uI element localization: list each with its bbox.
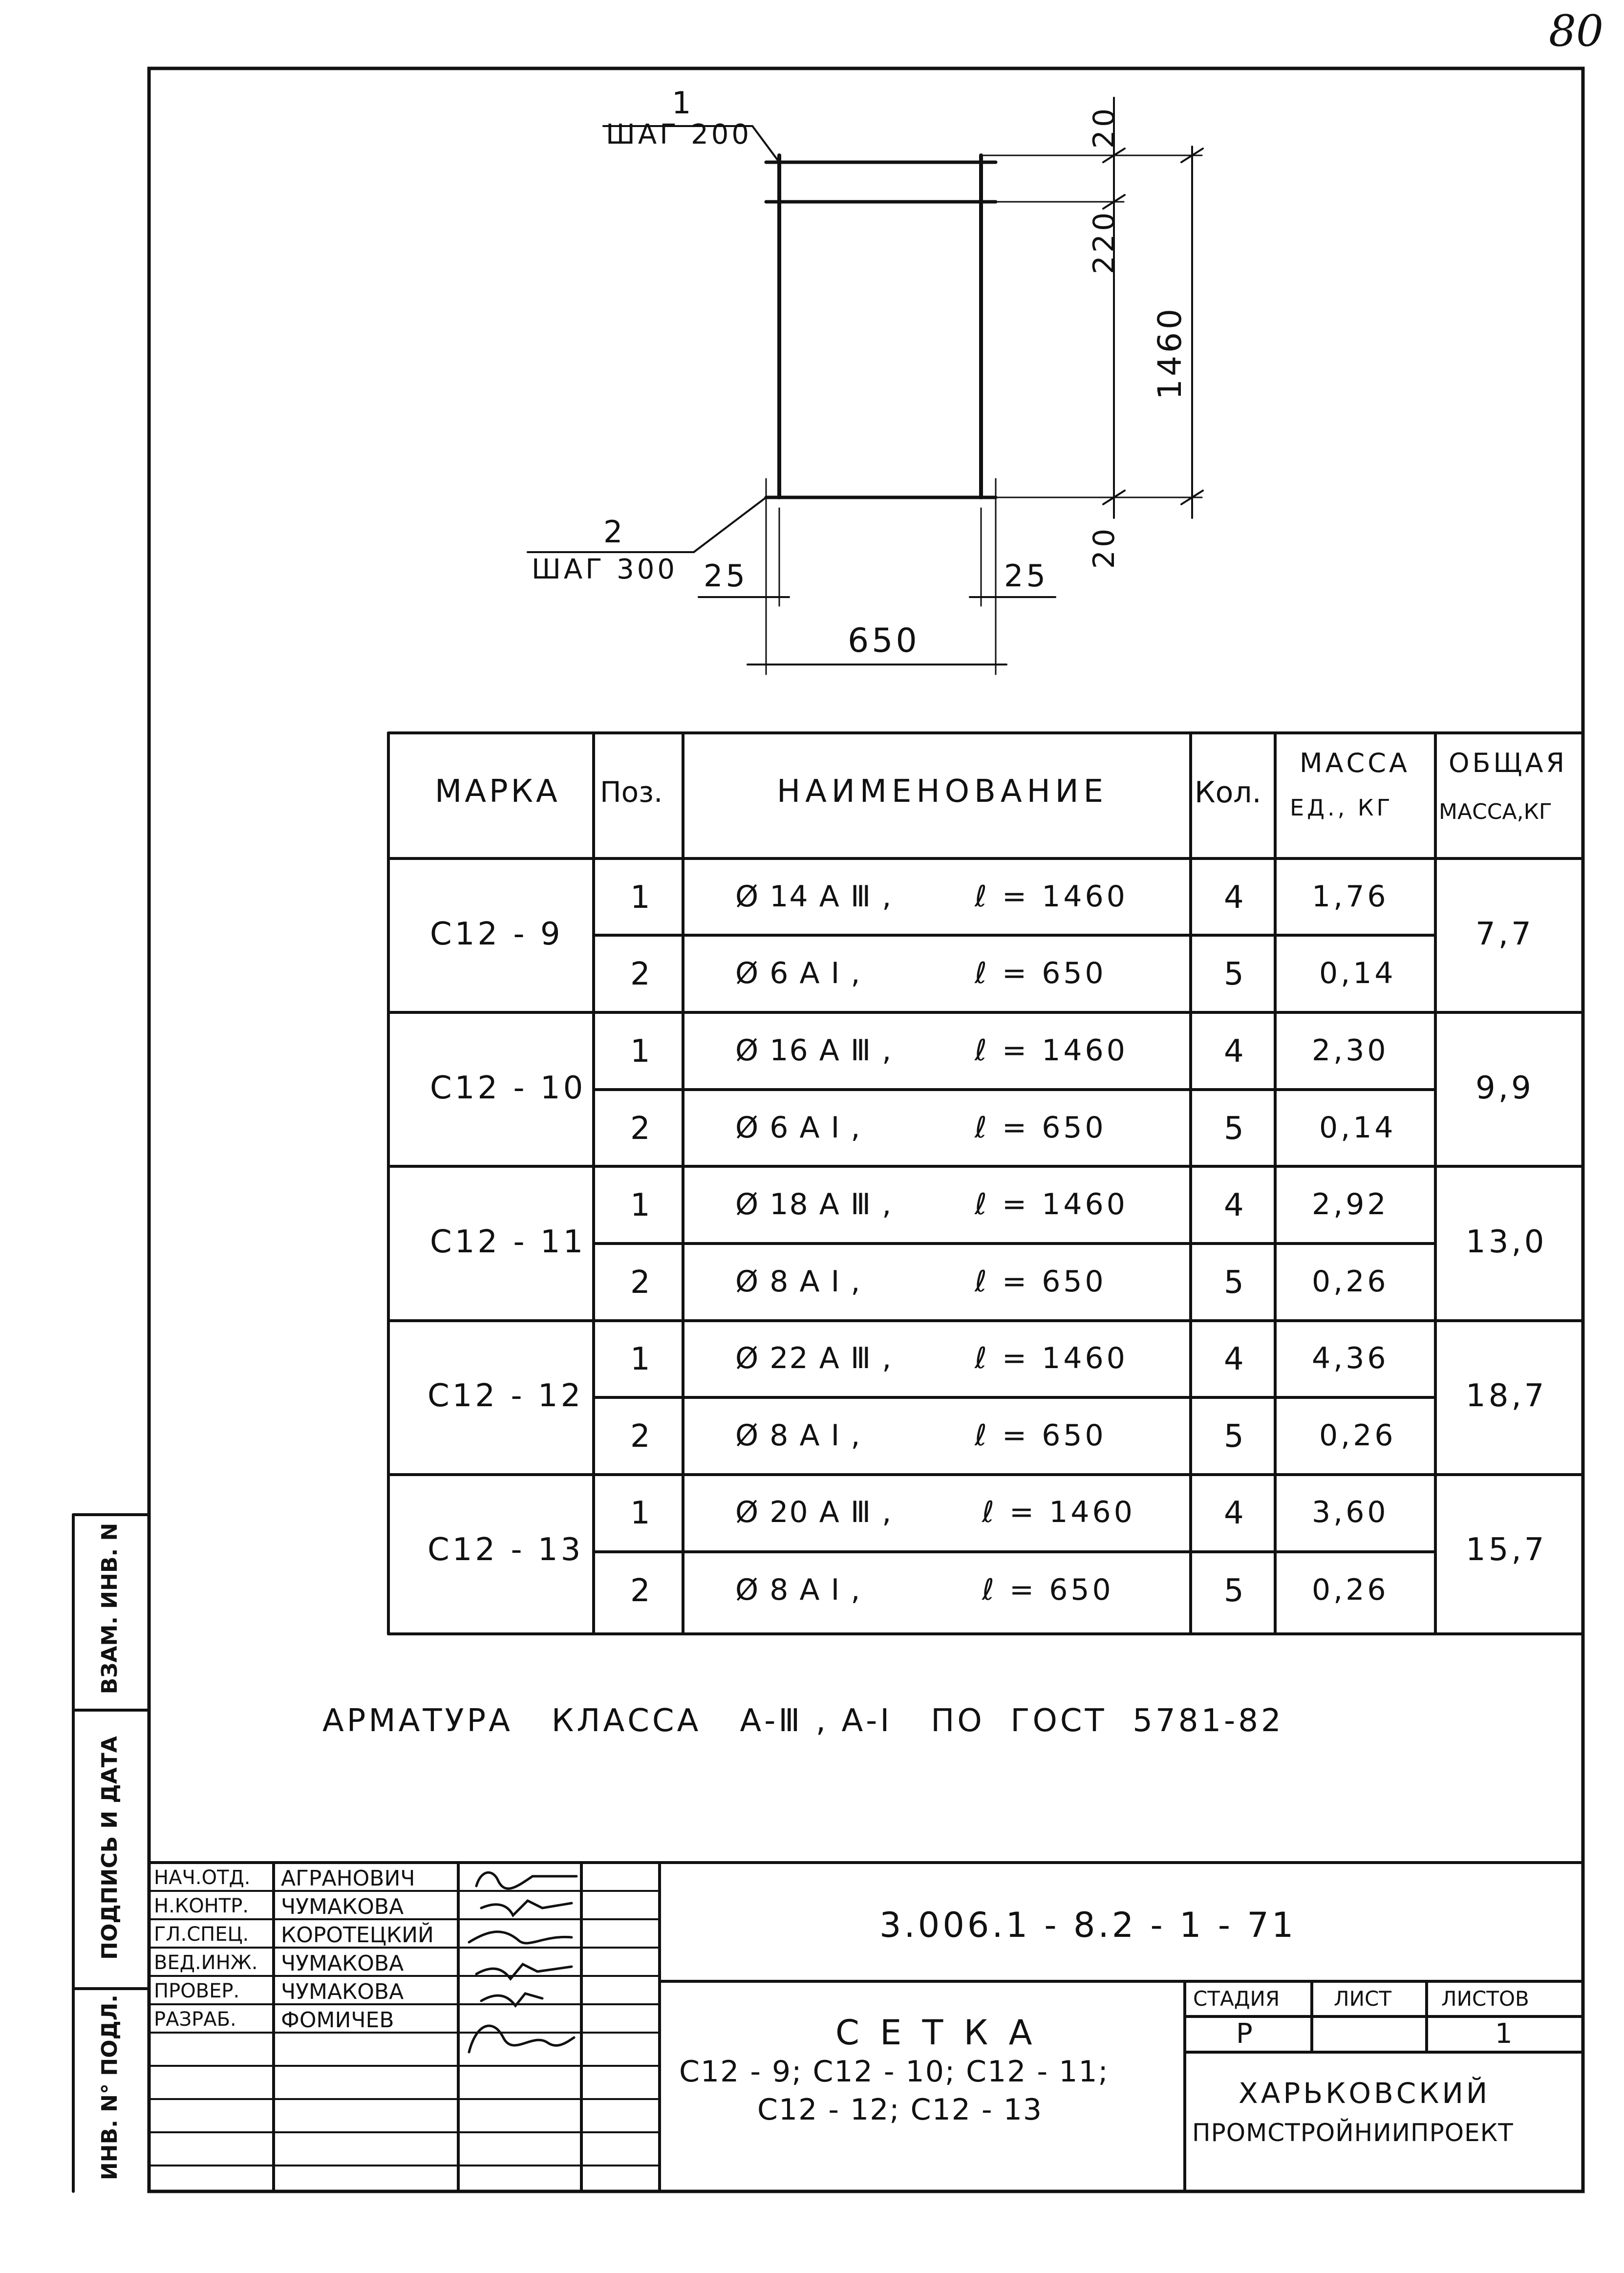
dim-right-offset: 25 — [1004, 558, 1048, 594]
dim-width: 650 — [848, 622, 920, 660]
qty-cell: 5 — [1224, 956, 1244, 992]
pos-cell: 2 — [630, 956, 650, 992]
length-cell: ℓ = 1460 — [975, 1033, 1128, 1068]
pos-cell: 2 — [630, 1265, 650, 1301]
mark-cell: С12 - 9 — [430, 916, 563, 952]
length-cell: ℓ = 650 — [975, 1265, 1107, 1299]
margin-vzam-inv: ВЗАМ. ИНВ. N — [97, 1522, 122, 1694]
length-cell: ℓ = 1460 — [975, 1187, 1128, 1222]
dim-upper-gap: 220 — [1087, 209, 1121, 275]
qty-cell: 5 — [1224, 1418, 1244, 1455]
staff-role: ПРОВЕР. — [154, 1980, 240, 2002]
header-mark: МАРКА — [435, 773, 560, 810]
stage-value: Р — [1236, 2018, 1253, 2050]
total-mass-cell: 15,7 — [1466, 1532, 1547, 1568]
mass-cell: 1,76 — [1312, 879, 1389, 914]
header-mass-total-1: ОБЩАЯ — [1449, 748, 1568, 778]
header-pos: Поз. — [600, 775, 663, 809]
staff-role: Н.КОНТР. — [154, 1895, 249, 1917]
title-line1: С Е Т К А — [835, 2013, 1037, 2053]
staff-name: ЧУМАКОВА — [281, 1894, 404, 1919]
stage-header: СТАДИЯ — [1193, 1987, 1280, 2011]
sheets-header: ЛИСТОВ — [1441, 1987, 1529, 2011]
length-cell: ℓ = 1460 — [975, 879, 1128, 914]
title-line2: С12 - 9; С12 - 10; С12 - 11; — [679, 2055, 1109, 2089]
reinforcement-note: АРМАТУРА КЛАССА А-Ⅲ , А-I ПО ГОСТ 5781-82 — [322, 1703, 1284, 1739]
length-cell: ℓ = 650 — [975, 1418, 1107, 1453]
mass-cell: 0,26 — [1312, 1573, 1389, 1607]
pos2-step: ШАГ 300 — [532, 554, 678, 585]
diameter-cell: Ø 8 А I , — [735, 1265, 861, 1299]
pos-cell: 1 — [630, 1033, 650, 1070]
pos-cell: 1 — [630, 1187, 650, 1223]
length-cell: ℓ = 650 — [975, 1111, 1107, 1145]
total-mass-cell: 7,7 — [1475, 916, 1534, 952]
pos-cell: 2 — [630, 1573, 650, 1609]
qty-cell: 4 — [1224, 1033, 1244, 1070]
diameter-cell: Ø 6 А I , — [735, 956, 861, 990]
pos-cell: 2 — [630, 1418, 650, 1455]
page-number: 80 — [1549, 6, 1603, 56]
title-line3: С12 - 12; С12 - 13 — [757, 2093, 1043, 2127]
qty-cell: 4 — [1224, 1187, 1244, 1223]
total-mass-cell: 13,0 — [1466, 1224, 1547, 1260]
length-cell: ℓ = 1460 — [982, 1495, 1135, 1529]
length-cell: ℓ = 1460 — [975, 1341, 1128, 1375]
header-mass-unit-2: ЕД., КГ — [1290, 794, 1393, 821]
pos2-number: 2 — [603, 514, 626, 550]
mark-cell: С12 - 12 — [427, 1378, 584, 1414]
organization-line2: ПРОМСТРОЙНИИПРОЕКТ — [1192, 2119, 1514, 2147]
header-qty: Кол. — [1195, 775, 1261, 810]
mass-cell: 0,14 — [1319, 956, 1396, 990]
staff-role: ГЛ.СПЕЦ. — [154, 1923, 249, 1946]
pos-cell: 2 — [630, 1111, 650, 1147]
staff-name: АГРАНОВИЧ — [281, 1866, 415, 1891]
mark-cell: С12 - 11 — [430, 1224, 586, 1260]
header-mass-total-2: МАССА,КГ — [1439, 799, 1552, 824]
qty-cell: 4 — [1224, 879, 1244, 916]
mass-cell: 0,26 — [1312, 1265, 1389, 1299]
mark-cell: С12 - 10 — [430, 1070, 586, 1106]
diameter-cell: Ø 20 А Ⅲ , — [735, 1495, 893, 1529]
pos-cell: 1 — [630, 1495, 650, 1531]
header-name: НАИМЕНОВАНИЕ — [777, 773, 1109, 810]
qty-cell: 4 — [1224, 1341, 1244, 1377]
header-mass-unit-1: МАССА — [1300, 748, 1410, 778]
diameter-cell: Ø 6 А I , — [735, 1111, 861, 1145]
mark-cell: С12 - 13 — [427, 1532, 584, 1568]
pos1-step: ШАГ 200 — [606, 119, 752, 150]
total-mass-cell: 18,7 — [1466, 1378, 1547, 1414]
diameter-cell: Ø 22 А Ⅲ , — [735, 1341, 893, 1375]
diameter-cell: Ø 18 А Ⅲ , — [735, 1187, 893, 1222]
dim-left-offset: 25 — [704, 558, 748, 594]
dim-top: 20 — [1087, 105, 1121, 149]
pos1-number: 1 — [672, 85, 694, 121]
diameter-cell: Ø 14 А Ⅲ , — [735, 879, 893, 914]
mass-cell: 2,30 — [1312, 1033, 1389, 1068]
dim-total-height: 1460 — [1151, 306, 1189, 400]
sheet-header: ЛИСТ — [1334, 1987, 1391, 2011]
total-mass-cell: 9,9 — [1475, 1070, 1534, 1106]
margin-inv-orig: ИНВ. N° ПОДЛ. — [97, 1994, 122, 2181]
staff-name: КОРОТЕЦКИЙ — [281, 1923, 434, 1948]
length-cell: ℓ = 650 — [975, 956, 1107, 990]
dim-bottom: 20 — [1087, 525, 1121, 569]
pos-cell: 1 — [630, 1341, 650, 1377]
diameter-cell: Ø 16 А Ⅲ , — [735, 1033, 893, 1068]
margin-sign-date: ПОДПИСЬ И ДАТА — [97, 1736, 122, 1960]
mass-cell: 2,92 — [1312, 1187, 1389, 1222]
document-code: 3.006.1 - 8.2 - 1 - 71 — [879, 1905, 1297, 1945]
staff-name: ЧУМАКОВА — [281, 1951, 404, 1976]
diameter-cell: Ø 8 А I , — [735, 1573, 861, 1607]
staff-name: ФОМИЧЕВ — [281, 2008, 394, 2033]
organization-line1: ХАРЬКОВСКИЙ — [1239, 2077, 1491, 2110]
mass-cell: 3,60 — [1312, 1495, 1389, 1529]
staff-role: ВЕД.ИНЖ. — [154, 1951, 258, 1974]
length-cell: ℓ = 650 — [982, 1573, 1114, 1607]
pos-cell: 1 — [630, 879, 650, 916]
mass-cell: 0,14 — [1319, 1111, 1396, 1145]
staff-role: РАЗРАБ. — [154, 2008, 236, 2031]
qty-cell: 4 — [1224, 1495, 1244, 1531]
mass-cell: 4,36 — [1312, 1341, 1389, 1375]
qty-cell: 5 — [1224, 1265, 1244, 1301]
staff-role: НАЧ.ОТД. — [154, 1866, 251, 1889]
sheets-value: 1 — [1495, 2018, 1513, 2050]
staff-name: ЧУМАКОВА — [281, 1979, 404, 2004]
mass-cell: 0,26 — [1319, 1418, 1396, 1453]
signature-scribbles — [469, 1872, 577, 2052]
qty-cell: 5 — [1224, 1111, 1244, 1147]
diameter-cell: Ø 8 А I , — [735, 1418, 861, 1453]
qty-cell: 5 — [1224, 1573, 1244, 1609]
